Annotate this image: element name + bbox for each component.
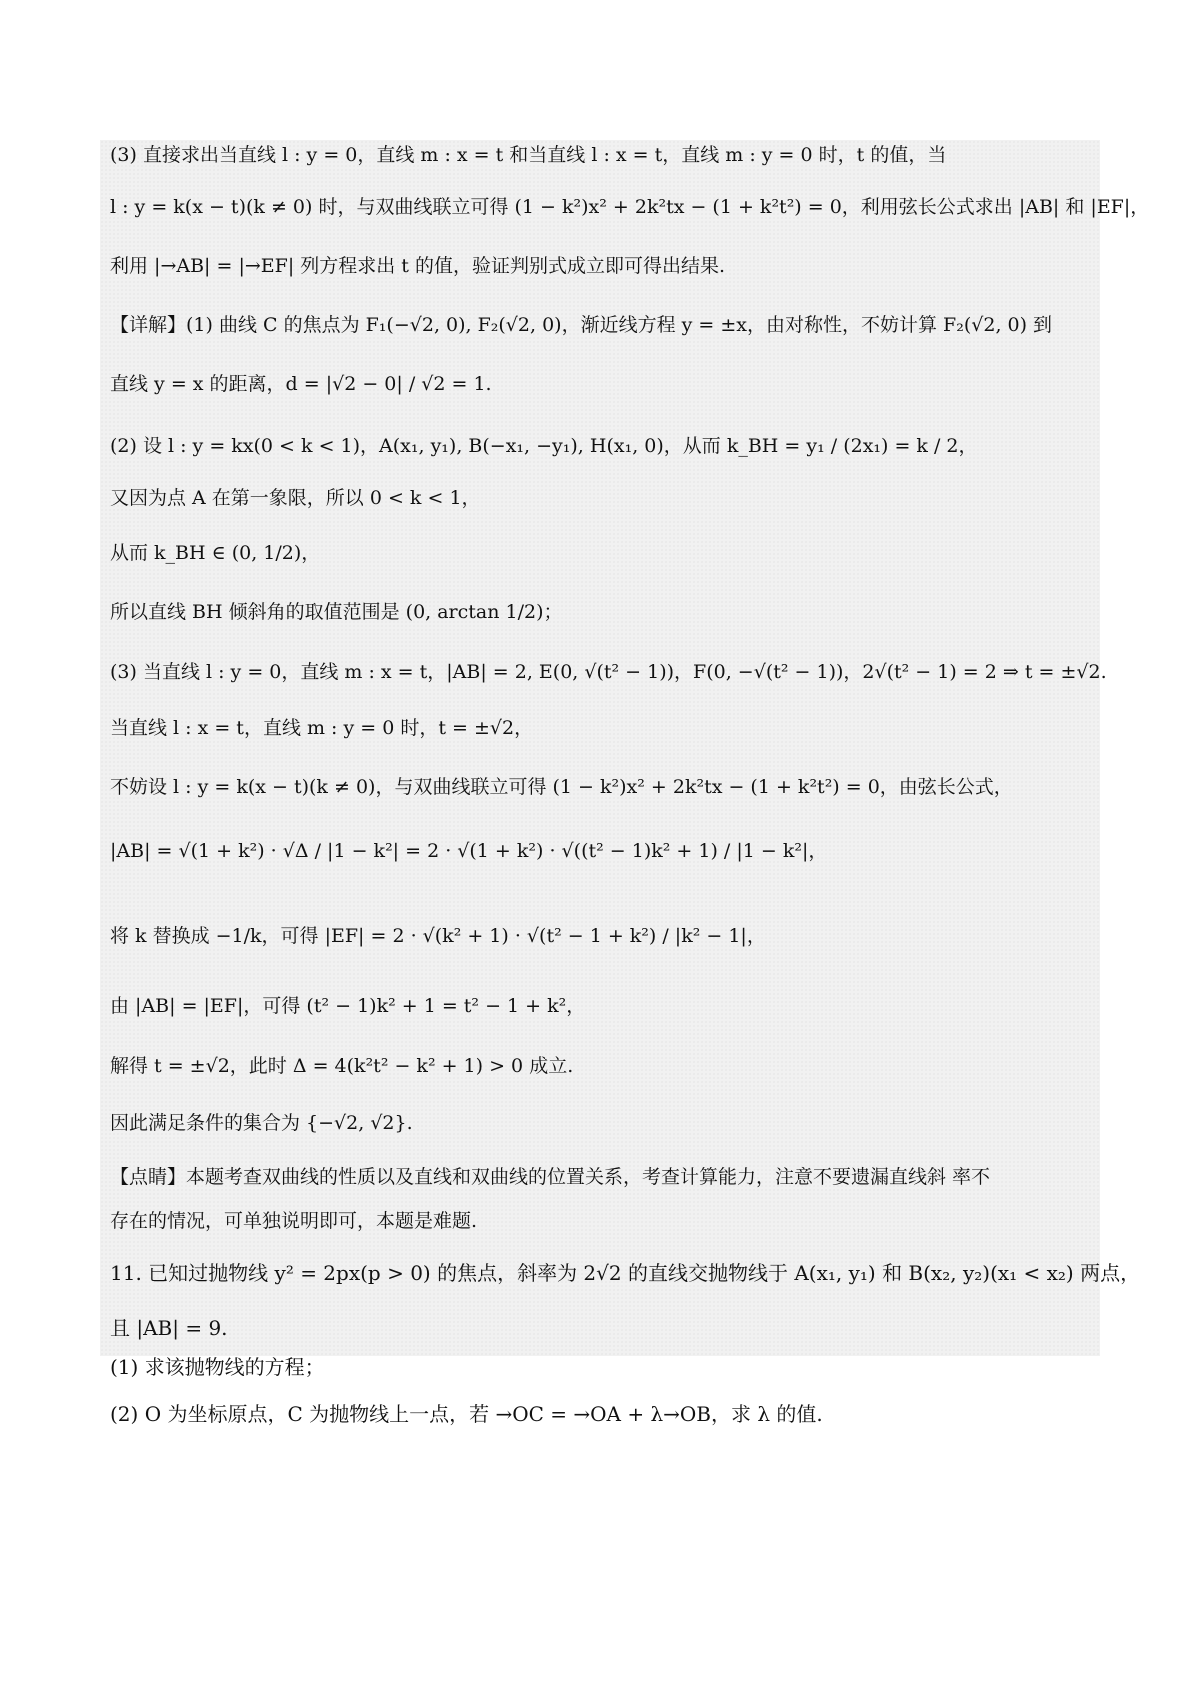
solution-line: 因此满足条件的集合为 {−√2, √2}. bbox=[110, 1112, 413, 1134]
solution-line: l : y = k(x − t)(k ≠ 0) 时，与双曲线联立可得 (1 − k²)x² + 2k²tx − (1 + k²t²) = 0，利用弦长公式求出 |AB| 和 |EF|， bbox=[110, 196, 1150, 218]
solution-line: 所以直线 BH 倾斜角的取值范围是 (0, arctan 1/2)； bbox=[110, 601, 563, 623]
problem-line: (2) O 为坐标原点，C 为抛物线上一点，若 →OC = →OA + λ→OB，求 λ 的值. bbox=[110, 1402, 823, 1426]
solution-line: |AB| = √(1 + k²) · √Δ / |1 − k²| = 2 · √(1 + k²) · √((t² − 1)k² + 1) / |1 − k²|， bbox=[110, 840, 828, 862]
problem-line: 11. 已知过抛物线 y² = 2px(p > 0) 的焦点，斜率为 2√2 的直线交抛物线于 A(x₁, y₁) 和 B(x₂, y₂)(x₁ < x₂) 两点， bbox=[110, 1261, 1141, 1285]
solution-line: 又因为点 A 在第一象限，所以 0 < k < 1， bbox=[110, 487, 481, 509]
solution-line: 【详解】(1) 曲线 C 的焦点为 F₁(−√2, 0), F₂(√2, 0)，渐近线方程 y = ±x，由对称性，不妨计算 F₂(√2, 0) 到 bbox=[110, 314, 1053, 336]
solution-line: 存在的情况，可单独说明即可，本题是难题. bbox=[110, 1210, 478, 1232]
solution-line: 解得 t = ±√2，此时 Δ = 4(k²t² − k² + 1) > 0 成立. bbox=[110, 1055, 574, 1077]
solution-line: (2) 设 l : y = kx(0 < k < 1)，A(x₁, y₁), B(−x₁, −y₁), H(x₁, 0)，从而 k_BH = y₁ / (2x₁) = k / 2， bbox=[110, 435, 978, 457]
problem-line: (1) 求该抛物线的方程； bbox=[110, 1355, 325, 1379]
solution-line: (3) 当直线 l : y = 0，直线 m : x = t，|AB| = 2, E(0, √(t² − 1))，F(0, −√(t² − 1))，2√(t² − 1) = 2 ⇒ t = ±√2. bbox=[110, 661, 1107, 683]
solution-line: 当直线 l : x = t，直线 m : y = 0 时，t = ±√2， bbox=[110, 717, 534, 739]
solution-line: 从而 k_BH ∈ (0, 1/2)， bbox=[110, 542, 321, 564]
solution-line: (3) 直接求出当直线 l : y = 0，直线 m : x = t 和当直线 l : x = t，直线 m : y = 0 时，t 的值，当 bbox=[110, 144, 947, 166]
solution-line: 【点睛】本题考查双曲线的性质以及直线和双曲线的位置关系，考查计算能力，注意不要遗漏直线斜 率不 bbox=[110, 1166, 991, 1188]
problem-line: 且 |AB| = 9. bbox=[110, 1316, 228, 1340]
solution-line: 由 |AB| = |EF|，可得 (t² − 1)k² + 1 = t² − 1 + k²， bbox=[110, 995, 586, 1017]
solution-line: 直线 y = x 的距离，d = |√2 − 0| / √2 = 1. bbox=[110, 373, 492, 395]
solution-line: 将 k 替换成 −1/k，可得 |EF| = 2 · √(k² + 1) · √(t² − 1 + k²) / |k² − 1|， bbox=[110, 925, 766, 947]
solution-line: 不妨设 l : y = k(x − t)(k ≠ 0)，与双曲线联立可得 (1 − k²)x² + 2k²tx − (1 + k²t²) = 0，由弦长公式， bbox=[110, 776, 1013, 798]
solution-line: 利用 |→AB| = |→EF| 列方程求出 t 的值，验证判别式成立即可得出结果. bbox=[110, 255, 726, 277]
